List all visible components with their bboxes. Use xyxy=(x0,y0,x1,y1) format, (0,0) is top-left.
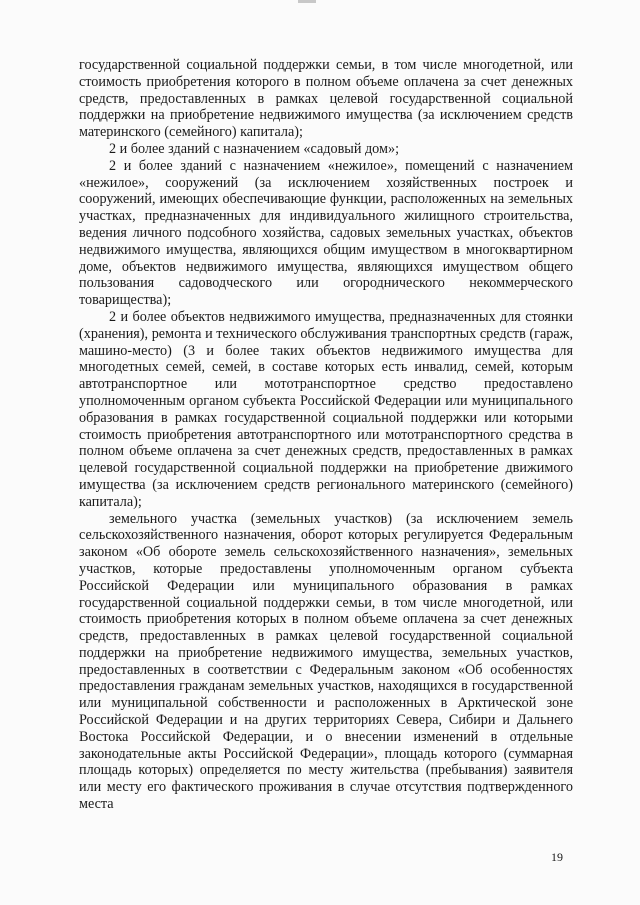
paragraph-land-plots: земельного участка (земельных участков) (за исключением земель сельскохозяйственного назначения, оборот которых регулируется Федеральным законом «Об обороте земель сельскохозяйственного назначения», земельных участков, которые предоставлены уполномоченным органом субъекта Российской Федерации или муниципального образования в рамках государственной социальной поддержки семьи, в том числе многодетной, или стоимость приобретения которых в полном объеме оплачена за счет денежных средств, предоставленных в рамках целевой государственной социальной поддержки на приобретение недвижимого имущества, земельных участков, предоставленных в соответствии с Федеральным законом «Об особенностях предоставления гражданам земельных участков, находящихся в государственной или муниципальной собственности и расположенных в Арктической зоне Российской Федерации и на других территориях Севера, Сибири и Дальнего Востока Российской Федерации, и о внесении изменений в отдельные законодательные акты Российской Федерации», площадь которого (суммарная площадь которых) определяется по месту жительства (пребывания) заявителя или месту его фактического проживания в случае отсутствия подтвержденного места xyxy=(79,510,573,813)
paragraph-garden-houses: 2 и более зданий с назначением «садовый дом»; xyxy=(109,140,400,157)
page-number: 19 xyxy=(551,850,563,864)
body-text xyxy=(79,57,573,813)
paragraph-non-residential: 2 и более зданий с назначением «нежилое», помещений с назначением «нежилое», сооружений (за исключением хозяйственных построек и сооружений, имеющих обеспечивающие функции, расположенных на земельных участках, предназначенных для индивидуального жилищного строительства, ведения личного подсобного хозяйства, садовых земельных участках, объектов недвижимого имущества, являющихся общим имуществом в многоквартирном доме, объектов недвижимого имущества, являющихся имуществом общего пользования садоводческого или огороднического некоммерческого товарищества); xyxy=(79,157,573,309)
paragraph-vehicle-storage: 2 и более объектов недвижимого имущества, предназначенных для стоянки (хранения), ремонта и технического обслуживания транспортных средств (гараж, машино-место) (3 и более таких объектов недвижимого имущества для многодетных семей, семей, в составе которых есть инвалид, семей, которым автотранспортное или мототранспортное средство предоставлено уполномоченным органом субъекта Российской Федерации или муниципального образования в рамках государственной социальной поддержки или которыми стоимость приобретения автотранспортного или мототранспортного средства в полном объеме оплачена за счет денежных средств, предоставленных в рамках целевой государственной социальной поддержки на приобретение движимого имущества (за исключением средств регионального материнского (семейного) капитала); xyxy=(79,308,573,510)
paragraph-continuation: государственной социальной поддержки семьи, в том числе многодетной, или стоимость приобретения которого в полном объеме оплачена за счет денежных средств, предоставленных в рамках целевой государственной социальной поддержки на приобретение недвижимого имущества (за исключением средств материнского (семейного) капитала); xyxy=(79,57,573,141)
scan-edge-mark xyxy=(298,0,316,3)
